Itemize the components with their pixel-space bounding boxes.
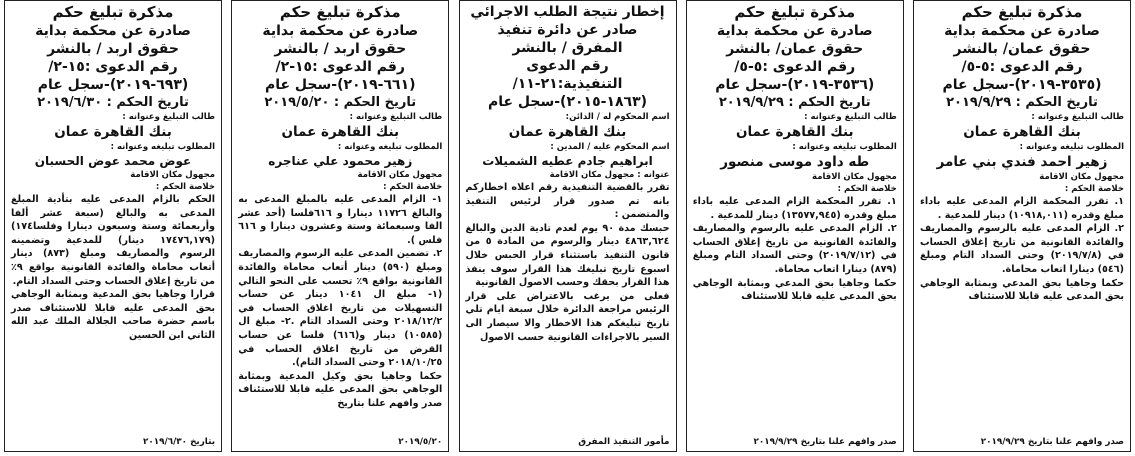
notice-heading: (١٨٦٣-٢٠١٥)-سجل عام — [487, 94, 648, 110]
notice-paragraph: ٢. تضمين المدعى عليه الرسوم والمصاريف ومبلغ (٥٩٠) دينار أتعاب محاماة والفائدة القانونية بواقع ٩٪ تحسب على النحو التالي (١- مبلغ ال ١٠٤١ دينار عن حساب التسهيلات من تاريخ اغلاق الحساب في ٢٠١٨/١٢/٢ وحتى السداد التام .٢- مبلغ ال (١٠٥٨٥) دينار و(٦١٦) فلسا عن حساب القرض من تاريخ اغلاق الحساب في ٢٠١٨/١٠/٢٥ وحتى السداد التام). — [238, 248, 443, 369]
judgment-notice — [231, 0, 449, 452]
judgment-date: تاريخ الحكم : ٢٠١٩/٥/٢٠ — [264, 95, 417, 110]
notice-heading: (٦٦١-٢٠١٩)-سجل عام — [264, 77, 416, 93]
judgment-notice — [913, 0, 1131, 452]
notice-title: مذكرة تبليغ حكم — [961, 3, 1083, 21]
field-label: المطلوب تبليغه وعنوانه : — [337, 142, 443, 152]
party-name: بنك القاهرة عمان — [54, 124, 172, 140]
notice-heading: رقم الدعوى :١٥-٢/ — [48, 59, 178, 75]
notice-heading: حقوق اربد / بالنشر — [47, 41, 179, 57]
field-label: اسم المحكوم له / الدائن: — [565, 112, 670, 122]
judgment-date: تاريخ الحكم : ٢٠١٩/٩/٢٩ — [718, 95, 871, 110]
field-label: المطلوب تبليغه وعنوانه : — [110, 142, 215, 152]
field-label: طالب التبليغ وعنوانه : — [349, 112, 443, 122]
notice-heading: (٣٥٣٦-٢٠١٩)-سجل عام — [715, 77, 875, 93]
judgment-date: تاريخ الحكم : ٢٠١٩/٩/٢٩ — [946, 95, 1098, 110]
notice-paragraph: ٢. الزام المدعى عليه بالرسوم والمصاريف والفائدة القانونية من تاريخ إغلاق الحساب في (٢٠١٩/٧/٨) وحتى السداد التام ومبلغ (٥٤٦) دينارا اتعاب محاماة. — [920, 223, 1124, 275]
notice-heading: صادرة عن محكمة بداية — [944, 23, 1100, 39]
judgment-notice — [4, 0, 222, 452]
notice-heading: حقوق عمان/ بالنشر — [726, 41, 864, 57]
notice-heading: صادرة عن محكمة بداية — [716, 23, 873, 39]
notice-heading: (٦٩٣-٢٠١٩)-سجل عام — [37, 77, 189, 93]
party-name: بنك القاهرة عمان — [963, 124, 1081, 140]
party-name: زهير احمد فندي بني عامر — [936, 154, 1108, 170]
notice-paragraph: قرارا وجاهيا بحق المدعية وبمثابة الوجاهي بحق المدعى عليه قابلا للاستئناف صدر باسم حضرة صاحب الجلالة الملك عبد الله الثاني ابن الحسين — [11, 289, 215, 341]
notice-footer: صدر وافهم علنا بتاريخ ٢٠١٩/٩/٢٩ — [980, 437, 1124, 447]
notice-heading: رقم الدعوى :١٥-٢/ — [275, 59, 405, 75]
party-name: بنك القاهرة عمان — [281, 124, 400, 140]
notice-title: مذكرة تبليغ حكم — [734, 3, 856, 21]
field-label: خلاصة الحكم : — [1064, 184, 1124, 194]
notice-heading: إخطار نتيجة الطلب الاجرائي — [470, 4, 665, 20]
notice-paragraph: الحكم بالزام المدعى عليه بتأدية المبلغ المدعى به والبالغ (سبعة عشر ألفا وأربعمائة وستة وسبعون دينارا وفلسا١٧٤) (١٧٤٧٦,١٧٩ دينار) للمدعية وتضمينه الرسوم والمصاريف ومبلغ (٨٧٣) دينار أتعاب محاماة والفائدة القانونية بواقع ٩٪ من تاريخ إغلاق الحساب وحتى السداد التام. — [11, 194, 215, 287]
notice-title: مذكرة تبليغ حكم — [279, 3, 401, 21]
field-label: خلاصة الحكم : — [837, 184, 897, 194]
notice-paragraph: ١. تقرر المحكمة الزام المدعى عليه باداء مبلغ وقدره (١٠٩١٨,٠١١) دينار للمدعية . — [920, 196, 1124, 221]
notice-footer: بتاريخ ٢٠١٩/٦/٣٠ — [143, 437, 215, 447]
notice-heading: صادر عن دائرة تنفيذ — [497, 22, 638, 38]
notice-heading: رقم الدعوى — [526, 58, 609, 74]
party-name: بنك القاهرة عمان — [735, 124, 854, 140]
notice-title: مذكرة تبليغ حكم — [52, 3, 174, 21]
party-name: ابراهيم جادم عطيه الشميلات — [482, 154, 653, 168]
notice-heading: (٣٥٣٥-٢٠١٩)-سجل عام — [942, 77, 1102, 93]
field-label: طالب التبليغ وعنوانه : — [1031, 112, 1124, 122]
field-label: مجهول مكان الاقامة — [1039, 172, 1124, 182]
field-label: طالب التبليغ وعنوانه : — [122, 112, 215, 122]
notice-paragraph: حكما وجاهيا بحق المدعي وبمثابة الوجاهي بحق المدعى عليه قابلا للاستئناف — [692, 277, 897, 303]
judgment-notice — [686, 0, 904, 452]
notice-footer: مأمور التنفيذ المفرق — [578, 437, 670, 447]
field-label: اسم المحكوم عليه / المدين : — [550, 142, 670, 152]
notice-paragraph: تقرر بالقضية التنفيذية رقم اعلاه اخطاركم بانه تم صدور قرار لرئيس التنفيذ والمتضمن : — [465, 182, 670, 221]
field-label: طالب التبليغ وعنوانه : — [804, 112, 897, 122]
field-label: خلاصة الحكم : — [383, 182, 443, 192]
notice-paragraph: فعلى من يرغب بالاعتراض على قرار الرئيس مراجعة الدائرة خلال سبعة ايام تلي تاريخ تبليغكم هذا الاخطار والا سيصار الى السير بالاجراءات القانونية حسب الاصول — [465, 290, 670, 343]
field-label: مجهول مكان الاقامة — [812, 172, 897, 182]
notice-heading: صادرة عن محكمة بداية — [35, 23, 191, 39]
notice-heading: رقم الدعوى :٥-٥/ — [961, 59, 1083, 75]
notice-heading: صادرة عن محكمة بداية — [262, 23, 419, 39]
field-label: مجهول مكان الاقامة — [357, 170, 443, 180]
notice-paragraph: ١. تقرر المحكمة الزام المدعى عليه باداء مبلغ وقدره (١٣٥٧٧,٩٤٥) دينار للمدعية . — [692, 196, 897, 221]
notice-heading: حقوق عمان/ بالنشر — [953, 41, 1091, 57]
notice-heading: رقم الدعوى :٥-٥/ — [734, 59, 856, 75]
field-label: خلاصة الحكم : — [155, 182, 215, 192]
judgment-date: تاريخ الحكم : ٢٠١٩/٦/٣٠ — [37, 95, 189, 110]
field-label: المطلوب تبليغه وعنوانه : — [1019, 142, 1124, 152]
notice-paragraph: حبسك مدة ٩٠ يوم لعدم تادية الدين والبالغ ٤٨٦٣,٦٢٤ دينار والرسوم من المادة ٥ من قانون التنفيذ باستثناء قرار الحبس خلال اسبوع تاريخ تبليغك هذا القرار سوف ينفذ هذا القرار بحقك وحسب الاصول القانونية — [465, 222, 670, 289]
party-name: زهير محمود علي عناجره — [268, 154, 413, 168]
notice-paragraph: ٢. الزام المدعى عليه بالرسوم والمصاريف والفائدة القانونية من تاريخ إغلاق الحساب في (٢٠١٩/٧/١٢) وحتى السداد التام ومبلغ (٨٧٩) دينارا اتعاب محاماة. — [692, 223, 897, 275]
party-name: بنك القاهرة عمان — [508, 124, 627, 140]
notice-footer: صدر وافهم علنا بتاريخ ٢٠١٩/٩/٢٩ — [753, 437, 897, 447]
notice-heading: حقوق اربد / بالنشر — [274, 41, 407, 57]
field-label: مجهول مكان الاقامة — [130, 170, 215, 180]
notice-footer: ٢٠١٩/٥/٢٠ — [398, 437, 443, 447]
notice-paragraph: ١- الزام المدعى عليه بالمبلغ المدعى به والبالغ ١١٧٢٦ دينارا و ٦١٦فلسا (أحد عشر الفا وسبعمائة وستة وعشرون دينارا و ٦١٦ فلس ). — [238, 194, 443, 246]
notice-paragraph: حكما وجاهيا بحق المدعي وبمثابة الوجاهي بحق المدعى عليه قابلا للاستئناف — [920, 277, 1124, 303]
notice-heading: المفرق / بالنشر — [512, 40, 623, 56]
party-name: طه داود موسى منصور — [720, 154, 870, 170]
execution-notice — [459, 0, 677, 452]
party-name: عوض محمد عوض الحسبان — [34, 154, 192, 168]
field-label: عنوانه : مجهول مكان الاقامة — [549, 170, 670, 180]
field-label: المطلوب تبليغه وعنوانه : — [792, 142, 897, 152]
notice-paragraph: حكما وجاهيا بحق وكيل المدعية وبمثابة الوجاهي بحق المدعى عليه قابلا للاستئناف صدر وافهم علنا بتاريخ — [238, 370, 443, 409]
notice-heading: التنفيذية:٢١-١١/ — [512, 76, 623, 92]
